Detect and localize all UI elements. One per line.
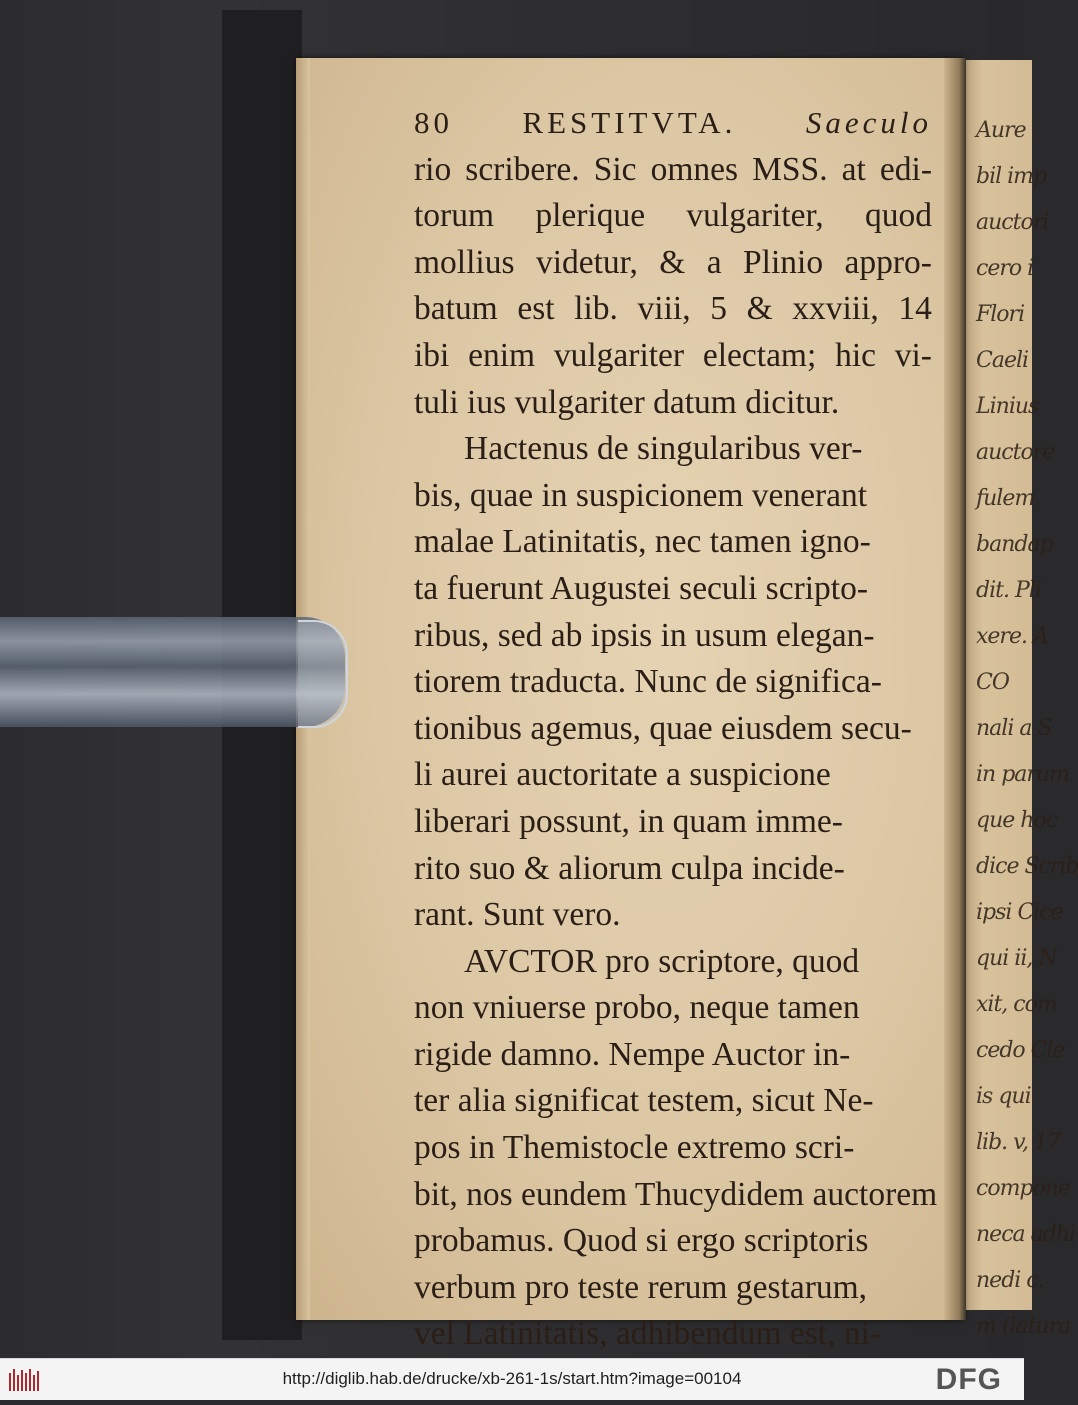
text-line: verbum pro teste rerum gestarum, [414, 1268, 868, 1306]
text-line: liberari possunt, in quam imme- [414, 802, 843, 840]
text-line: rigide damno. Nempe Auctor in- [414, 1035, 851, 1073]
facing-page-fragment: CO [976, 670, 1009, 695]
facing-page-text [976, 108, 1078, 1350]
text-line: batum est lib. viii, 5 & xxviii, 14 [414, 290, 932, 328]
facing-page-fragment: Linius [976, 394, 1039, 419]
facing-page-fragment: ipsi Cice [976, 900, 1063, 925]
text-line: rito suo & aliorum culpa incide- [414, 849, 845, 887]
facing-page-fragment: auctori [976, 210, 1049, 235]
text-line: probamus. Quod si ergo scriptoris [414, 1222, 869, 1260]
text-line: pos in Themistocle extremo scri- [414, 1129, 855, 1167]
facing-page-fragment: compone [976, 1176, 1070, 1201]
page-gutter [944, 58, 966, 1320]
catchword: Saeculo [805, 105, 932, 140]
text-line: malae Latinitatis, nec tamen igno- [414, 523, 871, 561]
text-line: rio scribere. Sic omnes MSS. at edi- [414, 150, 932, 188]
facing-page-fragment: que hoc [976, 808, 1057, 833]
facing-page-fragment: auctore [976, 440, 1055, 465]
dfg-logo: DFG [935, 1363, 1002, 1396]
viewer-footer [0, 1358, 1024, 1400]
text-line: rant. Sunt vero. [414, 896, 621, 934]
text-line: tiorem traducta. Nunc de significa- [414, 663, 882, 701]
facing-page-fragment: fulem [976, 486, 1035, 511]
text-line: ribus, sed ab ipsis in usum elegan- [414, 616, 875, 654]
facing-page-fragment: cero i [976, 256, 1034, 281]
facing-page-fragment: in parum [976, 762, 1069, 787]
plastic-clip [0, 617, 345, 727]
facing-page-fragment: xit, com [976, 992, 1057, 1017]
facing-page [962, 60, 1078, 1339]
text-line: li aurei auctoritate a suspicione [414, 756, 831, 794]
facing-page-fragment: nali a S [976, 716, 1052, 741]
running-head [414, 100, 932, 147]
facing-page-fragment: cedo Cle [976, 1038, 1065, 1063]
text-line: vel Latinitatis, adhibendum est, ni- [414, 1315, 882, 1353]
image-url[interactable]: http://diglib.hab.de/drucke/xb-261-1s/start.htm?image=00104 [282, 1369, 742, 1388]
facing-page-fragment: neca adhi [976, 1222, 1076, 1247]
facing-page-fragment: bil imp [976, 164, 1047, 189]
facing-page-fragment: nedi c. [976, 1268, 1044, 1293]
facing-page-fragment: xere. A [976, 624, 1048, 649]
text-line: mollius videtur, & a Plinio appro- [414, 243, 932, 281]
text-line: bit, nos eundem Thucydidem auctorem [414, 1175, 938, 1213]
facing-page-fragment: bandap [976, 532, 1053, 557]
facing-page-fragment: dice Scrib [976, 854, 1078, 879]
facing-page-fragment: lib. v, 17 [976, 1130, 1060, 1155]
running-title: RESTITVTA. [522, 105, 737, 140]
facing-page-fragment: Caeli [976, 348, 1029, 373]
facing-page-fragment: Flori [976, 302, 1025, 327]
text-line: AVCTOR pro scriptore, quod [464, 942, 860, 980]
text-line: Hactenus de singularibus ver- [464, 430, 863, 468]
facing-page-fragment: dit. Pli [976, 578, 1041, 603]
facing-page-fragment: m (latura [976, 1314, 1071, 1339]
text-line: ta fuerunt Augustei seculi scripto- [414, 569, 869, 607]
text-line: tuli ius vulgariter datum dicitur. [414, 383, 840, 421]
facing-page-fragment: Aure [976, 118, 1026, 143]
text-line: torum plerique vulgariter, quod [414, 197, 932, 235]
facing-page-fragment: qui ii, N [976, 946, 1057, 971]
text-line: non vniuerse probo, neque tamen [414, 989, 860, 1027]
page-text [414, 100, 938, 1405]
facing-page-fragment: is qui [976, 1084, 1031, 1109]
plastic-clip-end [298, 620, 348, 728]
text-line: bis, quae in suspicionem venerant [414, 476, 868, 514]
page-number: 80 [414, 105, 453, 140]
text-line: ter alia significat testem, sicut Ne- [414, 1082, 874, 1120]
text-line: tionibus agemus, quae eiusdem secu- [414, 709, 912, 747]
text-line: ibi enim vulgariter electam; hic vi- [414, 336, 932, 374]
